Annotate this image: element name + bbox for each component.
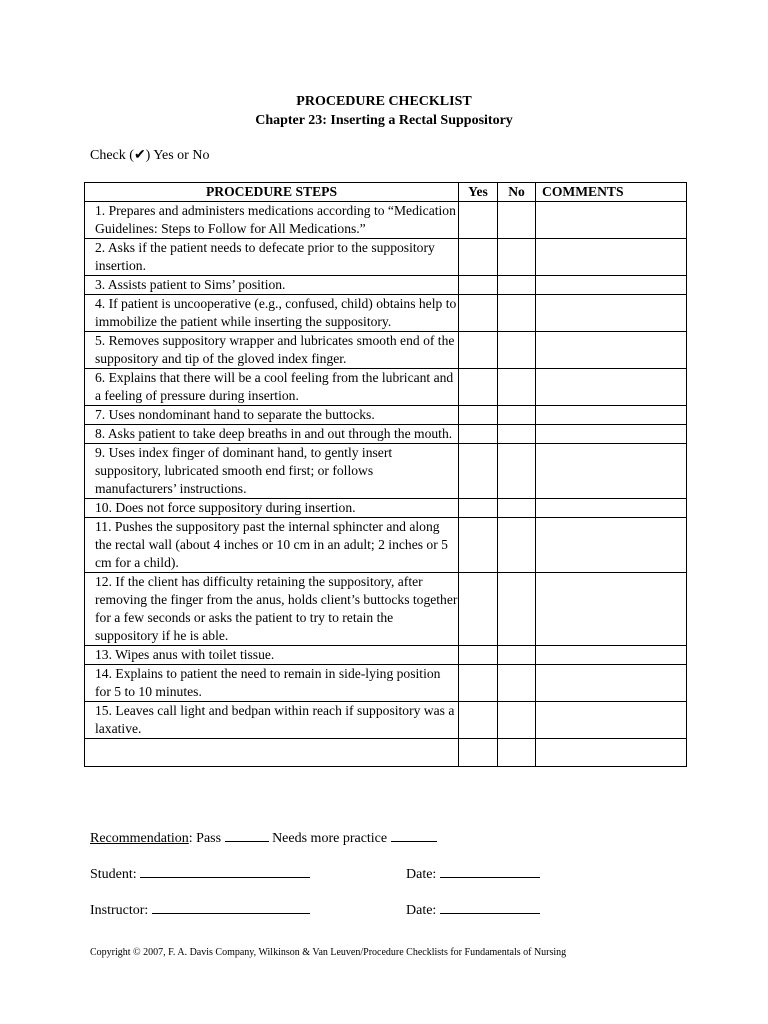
table-row: [85, 276, 687, 295]
yes-checkbox-cell[interactable]: [459, 239, 498, 276]
table-row: [85, 444, 687, 499]
pass-blank[interactable]: [225, 829, 269, 842]
instructor-line: [90, 901, 310, 919]
no-checkbox-cell[interactable]: [498, 665, 536, 702]
instructor-label: Instructor:: [90, 903, 149, 918]
no-checkbox-cell[interactable]: [498, 332, 536, 369]
table-row: [85, 499, 687, 518]
yes-checkbox-cell[interactable]: [459, 573, 498, 646]
comments-cell[interactable]: [536, 425, 687, 444]
step-text: 10. Does not force suppository during insertion.: [85, 499, 459, 518]
comments-cell[interactable]: [536, 665, 687, 702]
comments-cell[interactable]: [536, 332, 687, 369]
step-text: 14. Explains to patient the need to remain in side-lying position for 5 to 10 minutes.: [85, 665, 459, 702]
comments-cell[interactable]: [536, 239, 687, 276]
no-checkbox-cell[interactable]: [498, 573, 536, 646]
comments-cell[interactable]: [536, 444, 687, 499]
student-line: [90, 865, 310, 883]
yes-checkbox-cell[interactable]: [459, 202, 498, 239]
student-blank[interactable]: [140, 865, 310, 878]
yes-checkbox-cell[interactable]: [459, 425, 498, 444]
check-prefix: Check (: [90, 148, 134, 163]
table-row: [85, 202, 687, 239]
column-header-steps: PROCEDURE STEPS: [85, 183, 459, 202]
comments-cell[interactable]: [536, 702, 687, 739]
yes-checkbox-cell[interactable]: [459, 665, 498, 702]
table-row: [85, 332, 687, 369]
recommendation-line: [90, 829, 437, 847]
step-text: 11. Pushes the suppository past the internal sphincter and along the rectal wall (about 4 inches or 10 cm in an adult; 2 inches or 5 cm for a child).: [85, 518, 459, 573]
blank-step-cell[interactable]: [85, 739, 459, 767]
table-row: [85, 665, 687, 702]
page-title: PROCEDURE CHECKLIST: [296, 94, 472, 109]
step-text: 5. Removes suppository wrapper and lubricates smooth end of the suppository and tip of the gloved index finger.: [85, 332, 459, 369]
step-text: 13. Wipes anus with toilet tissue.: [85, 646, 459, 665]
comments-cell[interactable]: [536, 499, 687, 518]
needs-practice-blank[interactable]: [391, 829, 437, 842]
copyright-notice: Copyright © 2007, F. A. Davis Company, Wilkinson & Van Leuven/Procedure Checklists for Fundamentals of Nursing: [90, 947, 567, 958]
yes-checkbox-cell[interactable]: [459, 444, 498, 499]
yes-checkbox-cell[interactable]: [459, 406, 498, 425]
comments-cell[interactable]: [536, 202, 687, 239]
step-text: 12. If the client has difficulty retaining the suppository, after removing the finger from the anus, holds client’s buttocks together for a few seconds or asks the patient to try to retain the suppository if he is able.: [85, 573, 459, 646]
table-row: [85, 646, 687, 665]
student-date-line: [406, 865, 540, 883]
column-header-no: No: [498, 183, 536, 202]
step-text: 2. Asks if the patient needs to defecate prior to the suppository insertion.: [85, 239, 459, 276]
recommendation-label: Recommendation: [90, 831, 189, 846]
step-text: 4. If patient is uncooperative (e.g., confused, child) obtains help to immobilize the patient while inserting the suppository.: [85, 295, 459, 332]
comments-cell[interactable]: [536, 573, 687, 646]
yes-checkbox-cell[interactable]: [459, 499, 498, 518]
step-text: 7. Uses nondominant hand to separate the buttocks.: [85, 406, 459, 425]
no-checkbox-cell[interactable]: [498, 702, 536, 739]
procedure-checklist-table: [84, 182, 687, 767]
comments-cell[interactable]: [536, 646, 687, 665]
check-instruction: [90, 147, 209, 164]
student-date-label: Date:: [406, 867, 437, 882]
column-header-comments: COMMENTS: [536, 183, 687, 202]
instructor-date-label: Date:: [406, 903, 437, 918]
table-row: [85, 518, 687, 573]
blank-yes-cell[interactable]: [459, 739, 498, 767]
no-checkbox-cell[interactable]: [498, 202, 536, 239]
yes-checkbox-cell[interactable]: [459, 369, 498, 406]
no-checkbox-cell[interactable]: [498, 518, 536, 573]
table-row: [85, 406, 687, 425]
table-row: [85, 702, 687, 739]
step-text: 3. Assists patient to Sims’ position.: [85, 276, 459, 295]
comments-cell[interactable]: [536, 276, 687, 295]
comments-cell[interactable]: [536, 406, 687, 425]
no-checkbox-cell[interactable]: [498, 276, 536, 295]
no-checkbox-cell[interactable]: [498, 425, 536, 444]
step-text: 8. Asks patient to take deep breaths in and out through the mouth.: [85, 425, 459, 444]
student-date-blank[interactable]: [440, 865, 540, 878]
comments-cell[interactable]: [536, 295, 687, 332]
comments-cell[interactable]: [536, 518, 687, 573]
blank-no-cell[interactable]: [498, 739, 536, 767]
check-suffix: ) Yes or No: [145, 148, 210, 163]
instructor-date-line: [406, 901, 540, 919]
no-checkbox-cell[interactable]: [498, 369, 536, 406]
step-text: 6. Explains that there will be a cool feeling from the lubricant and a feeling of pressure during insertion.: [85, 369, 459, 406]
table-row: [85, 295, 687, 332]
table-header-row: [85, 183, 687, 202]
check-mark-icon: ✔: [133, 148, 146, 163]
no-checkbox-cell[interactable]: [498, 406, 536, 425]
comments-cell[interactable]: [536, 369, 687, 406]
no-checkbox-cell[interactable]: [498, 239, 536, 276]
no-checkbox-cell[interactable]: [498, 646, 536, 665]
step-text: 15. Leaves call light and bedpan within reach if suppository was a laxative.: [85, 702, 459, 739]
page-subtitle: Chapter 23: Inserting a Rectal Suppository: [255, 113, 513, 128]
column-header-yes: Yes: [459, 183, 498, 202]
instructor-blank[interactable]: [152, 901, 310, 914]
yes-checkbox-cell[interactable]: [459, 518, 498, 573]
yes-checkbox-cell[interactable]: [459, 295, 498, 332]
yes-checkbox-cell[interactable]: [459, 646, 498, 665]
step-text: 1. Prepares and administers medications according to “Medication Guidelines: Steps to Follow for All Medications.”: [85, 202, 459, 239]
step-text: 9. Uses index finger of dominant hand, to gently insert suppository, lubricated smooth end first; or follows manufacturers’ instructions.: [85, 444, 459, 499]
yes-checkbox-cell[interactable]: [459, 332, 498, 369]
steps-body: [85, 202, 687, 767]
table-row: [85, 573, 687, 646]
needs-practice-label: Needs more practice: [268, 831, 391, 846]
table-row: [85, 369, 687, 406]
table-row: [85, 425, 687, 444]
no-checkbox-cell[interactable]: [498, 295, 536, 332]
instructor-date-blank[interactable]: [440, 901, 540, 914]
yes-checkbox-cell[interactable]: [459, 276, 498, 295]
no-checkbox-cell[interactable]: [498, 444, 536, 499]
blank-comments-cell[interactable]: [536, 739, 687, 767]
table-row-blank: [85, 739, 687, 767]
table-row: [85, 239, 687, 276]
student-label: Student:: [90, 867, 137, 882]
no-checkbox-cell[interactable]: [498, 499, 536, 518]
recommendation-pass-label: : Pass: [188, 831, 225, 846]
yes-checkbox-cell[interactable]: [459, 702, 498, 739]
